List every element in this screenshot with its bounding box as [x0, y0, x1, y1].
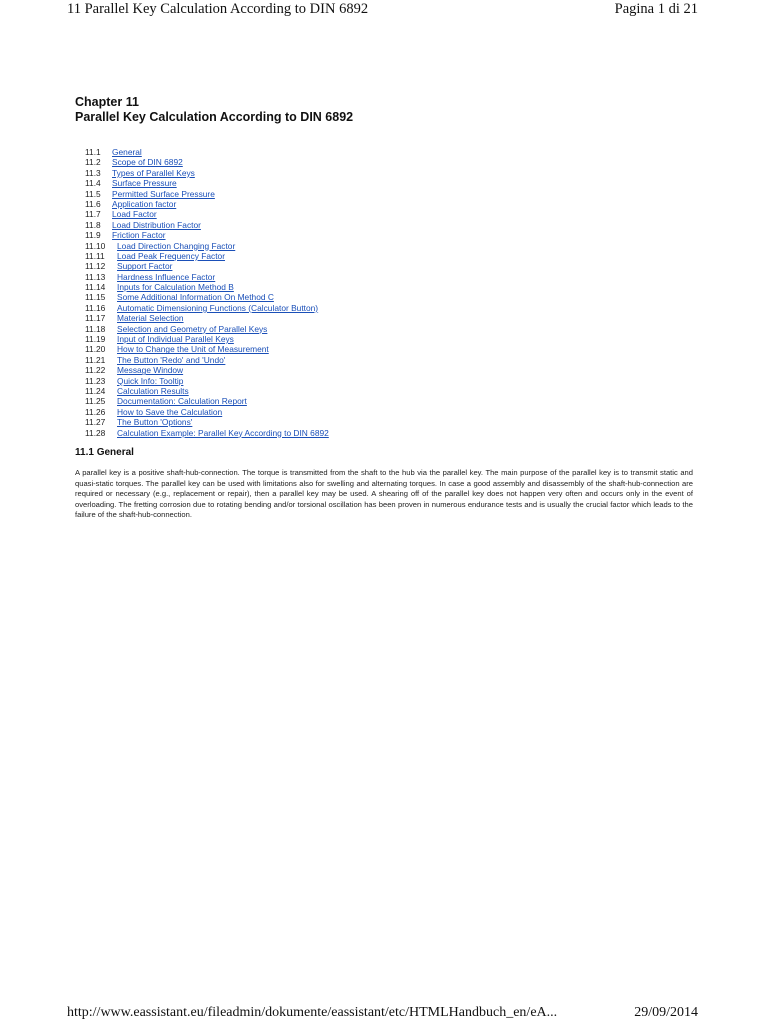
- toc-item: [85, 292, 697, 302]
- toc-item: [85, 282, 697, 292]
- toc-item-link[interactable]: Material Selection: [117, 313, 184, 324]
- toc-item-link[interactable]: General: [112, 147, 142, 157]
- footer-date: 29/09/2014: [634, 1005, 698, 1020]
- toc-item: [85, 417, 697, 427]
- toc-item: [85, 199, 697, 209]
- toc-item: [85, 220, 697, 230]
- toc-item-link[interactable]: Input of Individual Parallel Keys: [117, 334, 234, 345]
- chapter-label: Chapter 11: [75, 95, 139, 109]
- toc-item-number: 11.21: [85, 354, 106, 365]
- toc-item: [85, 334, 697, 344]
- toc-item-number: 11.12: [85, 261, 106, 272]
- toc-item-number: 11.1: [85, 147, 101, 157]
- toc-item: [85, 365, 697, 375]
- toc-item: [85, 407, 697, 417]
- toc-item: [85, 157, 697, 167]
- toc-item-number: 11.24: [85, 385, 106, 396]
- toc-item-link[interactable]: Hardness Influence Factor: [117, 271, 216, 282]
- toc-item-number: 11.9: [85, 230, 101, 241]
- toc-item: [85, 376, 697, 386]
- toc-item-link[interactable]: Types of Parallel Keys: [112, 167, 195, 178]
- toc-item: [85, 396, 697, 406]
- toc-item-link[interactable]: Load Direction Changing Factor: [117, 240, 236, 251]
- toc-item-number: 11.28: [85, 427, 106, 438]
- toc-item-link[interactable]: Load Distribution Factor: [112, 219, 201, 230]
- toc-item: [85, 178, 697, 188]
- section-paragraph: A parallel key is a positive shaft-hub-connection. The torque is transmitted from the shaft to the hub via the parallel key. The main purpose of the parallel key is to transmit static and quasi-static torques. The parallel key can be used with limitations also for swelling and alternating torques. In case a good assembly and disassembly of the shaft-hub-connection are required or necessary (e.g., replacement or repair), then a parallel key may be used. A shearing off of the parallel key does not happen very often and occurs only in the event of overloading. The fretting corrosion due to rotating bending and/or torsional oscillation has been proven in numerous endurance tests and is usually the crucial factor which leads to the failure of the shaft-hub-connection.: [75, 467, 693, 520]
- toc-item: [85, 251, 697, 261]
- toc-item: [85, 313, 697, 323]
- toc-item-number: 11.26: [85, 406, 106, 417]
- toc-item-number: 11.10: [85, 240, 106, 251]
- toc-item-number: 11.22: [85, 365, 106, 376]
- toc-item: [85, 428, 697, 438]
- toc-item: [85, 241, 697, 251]
- toc-item-number: 11.17: [85, 313, 106, 324]
- toc-item-number: 11.16: [85, 302, 106, 313]
- page-footer: [67, 1002, 698, 1024]
- toc-item-link[interactable]: Surface Pressure: [112, 178, 177, 189]
- toc-item-number: 11.20: [85, 344, 106, 355]
- toc-item-number: 11.6: [85, 198, 101, 209]
- toc-item-link[interactable]: Scope of DIN 6892: [112, 157, 183, 168]
- section-heading: 11.1 General: [75, 446, 134, 458]
- toc-item: [85, 147, 697, 157]
- toc-item-number: 11.14: [85, 282, 106, 293]
- toc-item-number: 11.4: [85, 178, 101, 189]
- toc-item-number: 11.3: [85, 167, 101, 178]
- toc-item: [85, 303, 697, 313]
- footer-url: http://www.eassistant.eu/fileadmin/dokumente/eassistant/etc/HTMLHandbuch_en/eA...: [67, 1005, 558, 1020]
- toc-item-link[interactable]: Inputs for Calculation Method B: [117, 282, 234, 293]
- toc-item-link[interactable]: Automatic Dimensioning Functions (Calculator Button): [117, 302, 319, 313]
- toc-item-link[interactable]: Message Window: [117, 365, 184, 376]
- toc-item-link[interactable]: Documentation: Calculation Report: [117, 396, 247, 407]
- toc-item-number: 11.2: [85, 157, 101, 168]
- toc-item-link[interactable]: Support Factor: [117, 261, 173, 272]
- toc-item: [85, 189, 697, 199]
- toc-item-number: 11.8: [85, 219, 101, 230]
- toc-item-number: 11.13: [85, 271, 106, 282]
- toc-item-link[interactable]: Load Peak Frequency Factor: [117, 250, 226, 261]
- toc-item-number: 11.27: [85, 417, 106, 428]
- document-content: [75, 95, 697, 521]
- toc-item: [85, 261, 697, 271]
- chapter-title: Parallel Key Calculation According to DIN 6892: [75, 110, 354, 124]
- toc-item: [85, 209, 697, 219]
- toc-item-number: 11.19: [85, 334, 106, 345]
- toc-item-link[interactable]: Permitted Surface Pressure: [112, 188, 215, 199]
- header-title: 11 Parallel Key Calculation According to DIN 6892: [67, 1, 369, 17]
- toc-item: [85, 386, 697, 396]
- toc-item-link[interactable]: Quick Info: Tooltip: [117, 375, 184, 386]
- toc-item-link[interactable]: Selection and Geometry of Parallel Keys: [117, 323, 268, 334]
- toc-item: [85, 168, 697, 178]
- page-number: Pagina 1 di 21: [614, 1, 698, 17]
- page-header: [67, 0, 698, 22]
- toc-item-number: 11.7: [85, 209, 101, 220]
- toc-item-number: 11.18: [85, 323, 106, 334]
- toc-item-number: 11.23: [85, 375, 106, 386]
- table-of-contents: [85, 147, 697, 438]
- toc-item-number: 11.15: [85, 292, 106, 303]
- toc-item: [85, 344, 697, 354]
- chapter-heading: [75, 95, 697, 125]
- toc-item-link[interactable]: Calculation Results: [117, 385, 189, 396]
- toc-item-link[interactable]: How to Change the Unit of Measurement: [117, 344, 269, 355]
- toc-item-link[interactable]: The Button 'Options': [117, 417, 193, 428]
- toc-item-link[interactable]: The Button 'Redo' and 'Undo': [117, 354, 226, 365]
- toc-item: [85, 324, 697, 334]
- toc-item-number: 11.5: [85, 188, 101, 199]
- toc-item-link[interactable]: Some Additional Information On Method C: [117, 292, 274, 303]
- toc-item-link[interactable]: Calculation Example: Parallel Key According to DIN 6892: [117, 427, 329, 438]
- toc-item-link[interactable]: Load Factor: [112, 209, 157, 220]
- toc-item-number: 11.25: [85, 396, 106, 407]
- toc-item-link[interactable]: Friction Factor: [112, 230, 166, 241]
- toc-item: [85, 230, 697, 240]
- toc-item-number: 11.11: [85, 250, 105, 261]
- toc-item: [85, 355, 697, 365]
- toc-item-link[interactable]: Application factor: [112, 198, 177, 209]
- toc-item: [85, 272, 697, 282]
- toc-item-link[interactable]: How to Save the Calculation: [117, 406, 223, 417]
